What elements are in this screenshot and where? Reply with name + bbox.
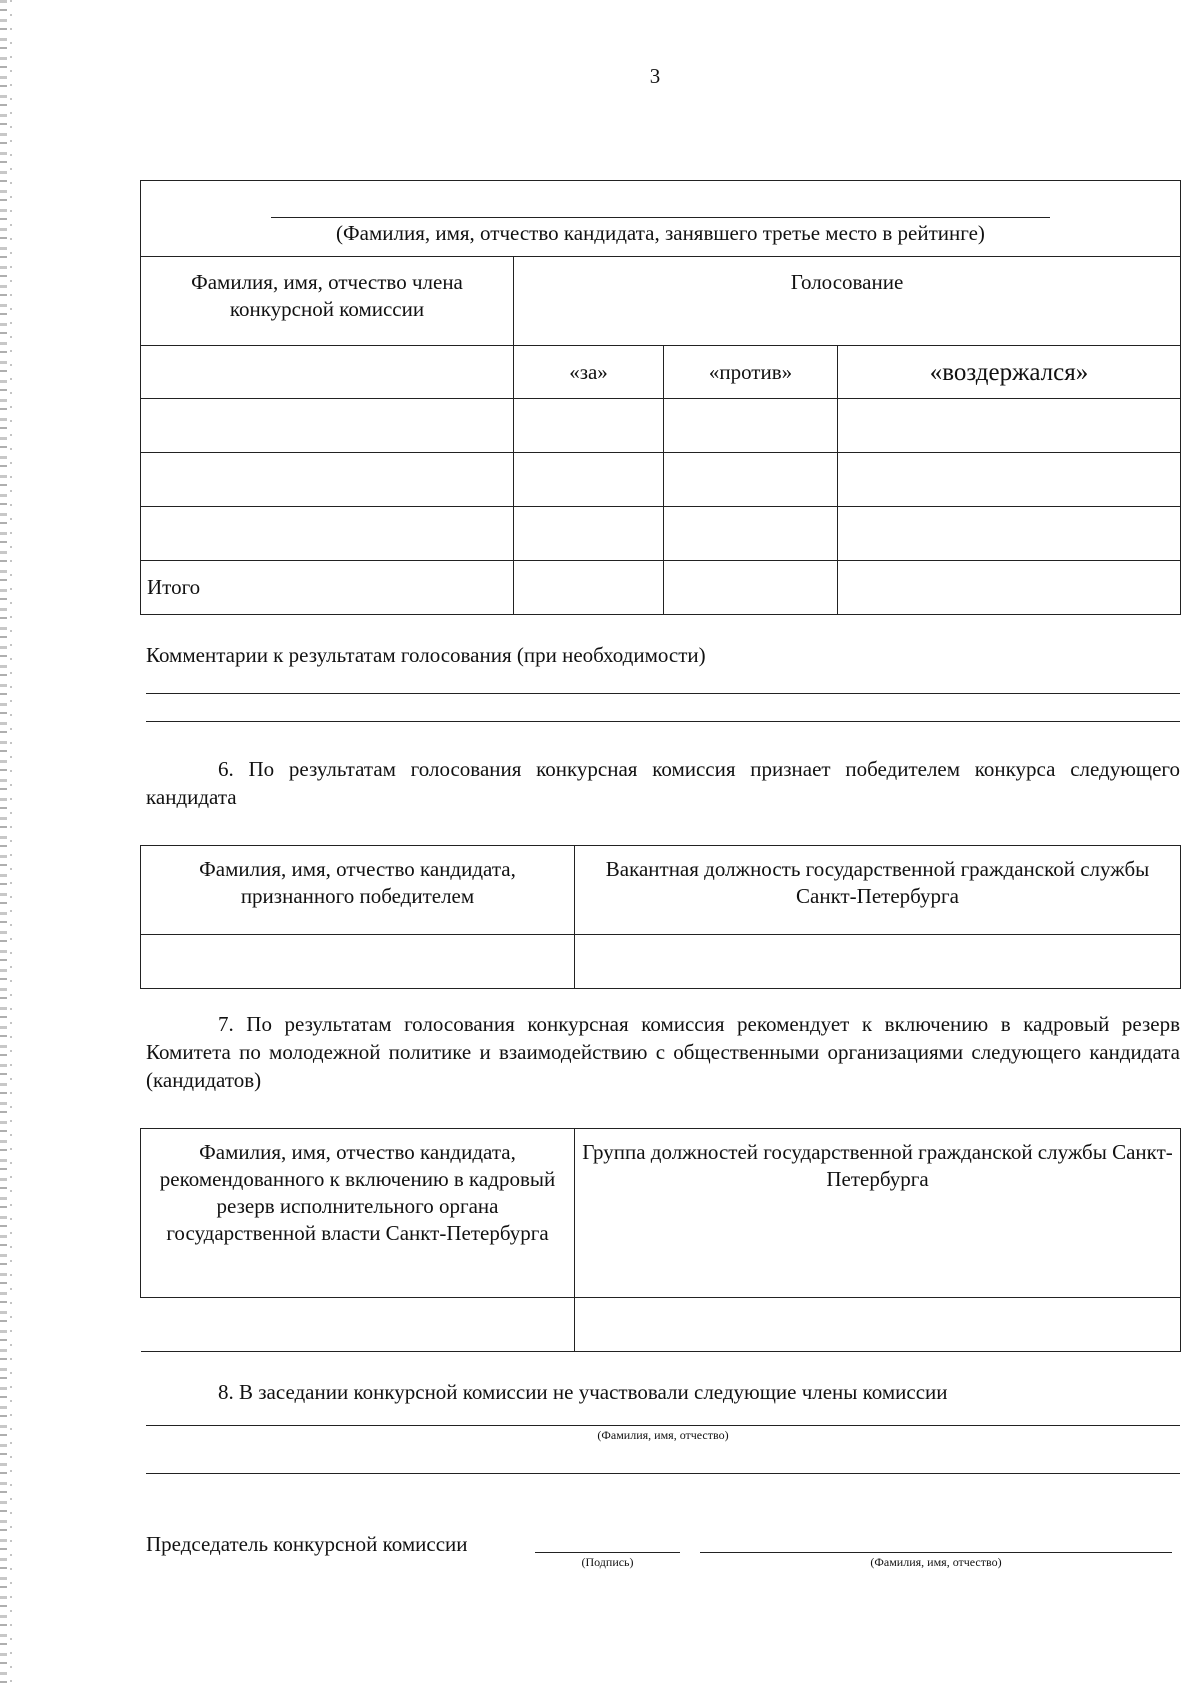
candidate-caption-cell <box>141 181 1181 257</box>
against-cell <box>664 399 838 453</box>
signature-hint: (Подпись) <box>581 1555 634 1569</box>
member-subheader-cell <box>141 346 514 399</box>
total-row <box>141 561 1181 615</box>
member-cell <box>141 507 514 561</box>
reserve-table <box>140 1128 1181 1352</box>
winner-name-header: Фамилия, имя, отчество кандидата, признанного победителем <box>141 846 575 935</box>
absent-members-line-2 <box>146 1473 1180 1474</box>
for-cell <box>514 507 664 561</box>
scan-edge <box>0 0 7 1685</box>
scan-edge-marks <box>10 0 12 1685</box>
member-cell <box>141 453 514 507</box>
comments-line-2 <box>146 721 1180 722</box>
voting-table <box>140 180 1181 615</box>
total-for-cell <box>514 561 664 615</box>
section-7-text: 7. По результатам голосования конкурсная комиссия рекомендует к включению в кадровый резерв Комитета по молодежной политике и взаимодействию с общественными организациями следующего кандидата (кандидатов) <box>146 1012 1180 1092</box>
total-abstained-cell <box>838 561 1181 615</box>
against-cell <box>664 507 838 561</box>
for-cell <box>514 399 664 453</box>
total-against-cell <box>664 561 838 615</box>
chairman-fio-hint: (Фамилия, имя, отчество) <box>870 1555 1002 1569</box>
abstained-cell <box>838 399 1181 453</box>
comments-label: Комментарии к результатам голосования (при необходимости) <box>146 643 706 667</box>
chairman-fio-line <box>700 1552 1172 1553</box>
abstained-cell <box>838 507 1181 561</box>
winner-name-cell <box>141 935 575 989</box>
vacant-position-cell <box>575 935 1181 989</box>
reserve-candidate-header: Фамилия, имя, отчество кандидата, рекомендованного к включению в кадровый резерв исполнительного органа государственной власти Санкт-Петербурга <box>141 1129 575 1298</box>
member-cell <box>141 399 514 453</box>
section-8-text: 8. В заседании конкурсной комиссии не участвовали следующие члены комиссии <box>218 1380 948 1404</box>
reserve-candidate-cell <box>141 1298 575 1352</box>
position-group-header: Группа должностей государственной гражданской службы Санкт-Петербурга <box>575 1129 1181 1298</box>
absent-fio-hint: (Фамилия, имя, отчество) <box>597 1428 729 1442</box>
abstained-cell <box>838 453 1181 507</box>
winner-table <box>140 845 1181 989</box>
candidate-caption: (Фамилия, имя, отчество кандидата, занявшего третье место в рейтинге) <box>336 221 985 245</box>
signature-line <box>535 1552 680 1553</box>
section-6-text: 6. По результатам голосования конкурсная комиссия признает победителем конкурса следующего кандидата <box>146 757 1180 809</box>
table-row <box>141 453 1181 507</box>
vote-abstained-header: «воздержался» <box>838 346 1181 399</box>
candidate-name-line <box>271 217 1050 218</box>
absent-members-line <box>146 1425 1180 1426</box>
chairman-label: Председатель конкурсной комиссии <box>146 1532 468 1556</box>
vacant-position-header: Вакантная должность государственной гражданской службы Санкт-Петербурга <box>575 846 1181 935</box>
total-label: Итого <box>141 561 514 615</box>
table-row <box>141 935 1181 989</box>
member-header: Фамилия, имя, отчество члена конкурсной комиссии <box>141 257 514 346</box>
voting-header: Голосование <box>514 257 1181 346</box>
vote-for-header: «за» <box>514 346 664 399</box>
comments-line-1 <box>146 693 1180 694</box>
page-number: 3 <box>649 64 661 88</box>
table-row <box>141 399 1181 453</box>
table-row <box>141 507 1181 561</box>
for-cell <box>514 453 664 507</box>
against-cell <box>664 453 838 507</box>
table-row <box>141 1298 1181 1352</box>
position-group-cell <box>575 1298 1181 1352</box>
vote-against-header: «против» <box>664 346 838 399</box>
